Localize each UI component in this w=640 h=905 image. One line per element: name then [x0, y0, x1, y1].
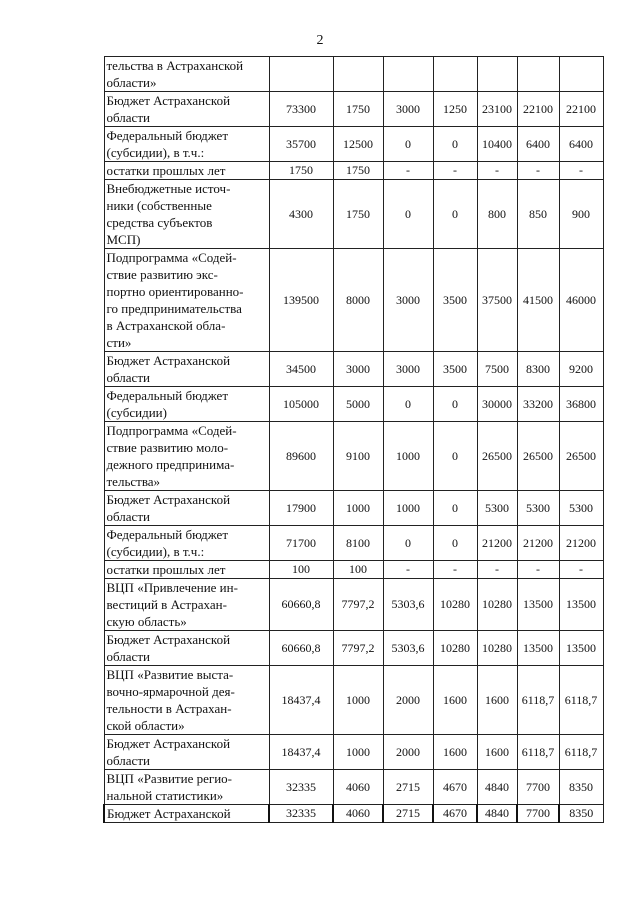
row-value: 10280 [433, 579, 477, 631]
row-label: Федеральный бюджет (субсидии), в т.ч.: [104, 127, 269, 162]
row-value: 26500 [517, 422, 559, 491]
row-value: 71700 [269, 526, 333, 561]
row-value: 7700 [517, 770, 559, 805]
row-value: 89600 [269, 422, 333, 491]
row-value: 23100 [477, 92, 517, 127]
row-value: 9200 [559, 352, 603, 387]
row-value: 9100 [333, 422, 383, 491]
row-value: 21200 [477, 526, 517, 561]
row-value: 0 [383, 180, 433, 249]
row-value: 21200 [517, 526, 559, 561]
table-row [104, 526, 603, 561]
row-value: 1750 [333, 162, 383, 180]
row-value: - [559, 561, 603, 579]
row-value: 3500 [433, 352, 477, 387]
row-value: 7700 [517, 805, 559, 823]
row-value: 0 [433, 387, 477, 422]
row-value: 7500 [477, 352, 517, 387]
row-label: Федеральный бюджет (субсидии), в т.ч.: [104, 526, 269, 561]
row-value: 13500 [517, 579, 559, 631]
row-value: 22100 [559, 92, 603, 127]
table-row [104, 162, 603, 180]
table-row [104, 491, 603, 526]
row-value: 1600 [433, 666, 477, 735]
row-label: Бюджет Астраханской области [104, 352, 269, 387]
row-value: 2715 [383, 805, 433, 823]
row-value: 1600 [433, 735, 477, 770]
row-value [333, 57, 383, 92]
row-value: 73300 [269, 92, 333, 127]
row-value: 100 [333, 561, 383, 579]
table-row [104, 579, 603, 631]
row-value: 10280 [477, 579, 517, 631]
row-value: 37500 [477, 249, 517, 352]
row-value: 0 [383, 387, 433, 422]
row-label: Бюджет Астраханской области [104, 631, 269, 666]
row-value: 0 [433, 491, 477, 526]
row-value: 3000 [383, 352, 433, 387]
table-row [104, 561, 603, 579]
row-value: - [559, 162, 603, 180]
table-row [104, 57, 603, 92]
row-value: 6118,7 [559, 735, 603, 770]
row-value: 1000 [383, 422, 433, 491]
row-value: 10280 [477, 631, 517, 666]
row-value: - [517, 162, 559, 180]
row-value: 5300 [559, 491, 603, 526]
table-row [104, 666, 603, 735]
row-value: 1750 [333, 180, 383, 249]
row-value [433, 57, 477, 92]
row-value: 100 [269, 561, 333, 579]
table-row [104, 249, 603, 352]
row-value: 5300 [517, 491, 559, 526]
table-row [104, 127, 603, 162]
row-value: 0 [433, 422, 477, 491]
row-value: 5300 [477, 491, 517, 526]
row-value: 2000 [383, 666, 433, 735]
row-value [477, 57, 517, 92]
row-label: Бюджет Астраханской области [104, 491, 269, 526]
row-value: 1600 [477, 666, 517, 735]
row-value: 0 [433, 127, 477, 162]
row-value: - [433, 561, 477, 579]
row-value: 1750 [269, 162, 333, 180]
row-value: 3500 [433, 249, 477, 352]
row-value: 4670 [433, 805, 477, 823]
row-value: 6400 [517, 127, 559, 162]
row-value: 7797,2 [333, 579, 383, 631]
row-value: 4840 [477, 770, 517, 805]
row-value: 22100 [517, 92, 559, 127]
row-value: 850 [517, 180, 559, 249]
row-value: 7797,2 [333, 631, 383, 666]
row-value: 2715 [383, 770, 433, 805]
row-value: - [433, 162, 477, 180]
row-value: 26500 [559, 422, 603, 491]
row-value: 8000 [333, 249, 383, 352]
budget-table-body [104, 57, 603, 823]
row-value: - [383, 561, 433, 579]
table-row [104, 352, 603, 387]
row-value: 1000 [383, 491, 433, 526]
row-value: 1250 [433, 92, 477, 127]
row-value: 4060 [333, 805, 383, 823]
row-value: 900 [559, 180, 603, 249]
row-value: 35700 [269, 127, 333, 162]
row-value: 8350 [559, 805, 603, 823]
row-value: 4060 [333, 770, 383, 805]
row-label: Бюджет Астраханской области [104, 92, 269, 127]
row-value: 32335 [269, 805, 333, 823]
row-value: 3000 [383, 249, 433, 352]
row-value: 8300 [517, 352, 559, 387]
row-label: остатки прошлых лет [104, 162, 269, 180]
row-value: - [477, 162, 517, 180]
table-row [104, 422, 603, 491]
table-row [104, 735, 603, 770]
row-value: 10400 [477, 127, 517, 162]
row-value: 1750 [333, 92, 383, 127]
row-label: Бюджет Астраханской области [104, 735, 269, 770]
row-value: 60660,8 [269, 579, 333, 631]
row-value: 41500 [517, 249, 559, 352]
row-label: тельства в Астраханской области» [104, 57, 269, 92]
budget-table [103, 56, 604, 823]
row-label: Бюджет Астраханской [104, 805, 269, 823]
row-value [517, 57, 559, 92]
row-value: 1000 [333, 666, 383, 735]
row-label: Федеральный бюджет (субсидии) [104, 387, 269, 422]
row-value: 60660,8 [269, 631, 333, 666]
row-label: ВЦП «Развитие выста- вочно-ярмарочной дея- тельности в Астрахан- ской области» [104, 666, 269, 735]
row-value: 12500 [333, 127, 383, 162]
row-value: 6118,7 [559, 666, 603, 735]
page-number: 2 [316, 33, 324, 48]
row-value: 13500 [559, 631, 603, 666]
row-value: 800 [477, 180, 517, 249]
row-value: 6400 [559, 127, 603, 162]
row-value: 13500 [559, 579, 603, 631]
row-value: 5303,6 [383, 579, 433, 631]
row-value: 26500 [477, 422, 517, 491]
row-value: 17900 [269, 491, 333, 526]
row-value: 5000 [333, 387, 383, 422]
row-label: Подпрограмма «Содей- ствие развитию экс- портно ориентированно- го предпринимательства в Астраханской обла- сти» [104, 249, 269, 352]
table-row [104, 387, 603, 422]
row-value: 4300 [269, 180, 333, 249]
row-value: 8350 [559, 770, 603, 805]
table-row [104, 180, 603, 249]
row-value: 36800 [559, 387, 603, 422]
row-value: 0 [383, 526, 433, 561]
row-value: 1600 [477, 735, 517, 770]
row-label: ВЦП «Привлечение ин- вестиций в Астрахан- скую область» [104, 579, 269, 631]
row-value: 18437,4 [269, 735, 333, 770]
row-value: 6118,7 [517, 666, 559, 735]
row-value: 105000 [269, 387, 333, 422]
row-value: - [477, 561, 517, 579]
row-value: 6118,7 [517, 735, 559, 770]
row-value: 1000 [333, 491, 383, 526]
row-label: Внебюджетные источ- ники (собственные средства субъектов МСП) [104, 180, 269, 249]
row-value: 46000 [559, 249, 603, 352]
row-value: 5303,6 [383, 631, 433, 666]
table-row [104, 770, 603, 805]
row-value: 10280 [433, 631, 477, 666]
row-value [383, 57, 433, 92]
row-value: 139500 [269, 249, 333, 352]
row-value: 13500 [517, 631, 559, 666]
row-value: 0 [383, 127, 433, 162]
row-label: Подпрограмма «Содей- ствие развитию моло- дежного предпринима- тельства» [104, 422, 269, 491]
row-value: 33200 [517, 387, 559, 422]
row-label: остатки прошлых лет [104, 561, 269, 579]
row-value: 34500 [269, 352, 333, 387]
row-value: 3000 [383, 92, 433, 127]
row-value: 0 [433, 526, 477, 561]
row-value: 1000 [333, 735, 383, 770]
table-row [104, 92, 603, 127]
row-value: 18437,4 [269, 666, 333, 735]
table-row [104, 631, 603, 666]
row-value: 3000 [333, 352, 383, 387]
row-value [269, 57, 333, 92]
row-value: 21200 [559, 526, 603, 561]
row-value: 32335 [269, 770, 333, 805]
row-value [559, 57, 603, 92]
row-value: - [517, 561, 559, 579]
table-row [104, 805, 603, 823]
row-value: 2000 [383, 735, 433, 770]
row-value: - [383, 162, 433, 180]
row-label: ВЦП «Развитие регио- нальной статистики» [104, 770, 269, 805]
row-value: 0 [433, 180, 477, 249]
row-value: 4840 [477, 805, 517, 823]
row-value: 4670 [433, 770, 477, 805]
row-value: 30000 [477, 387, 517, 422]
row-value: 8100 [333, 526, 383, 561]
